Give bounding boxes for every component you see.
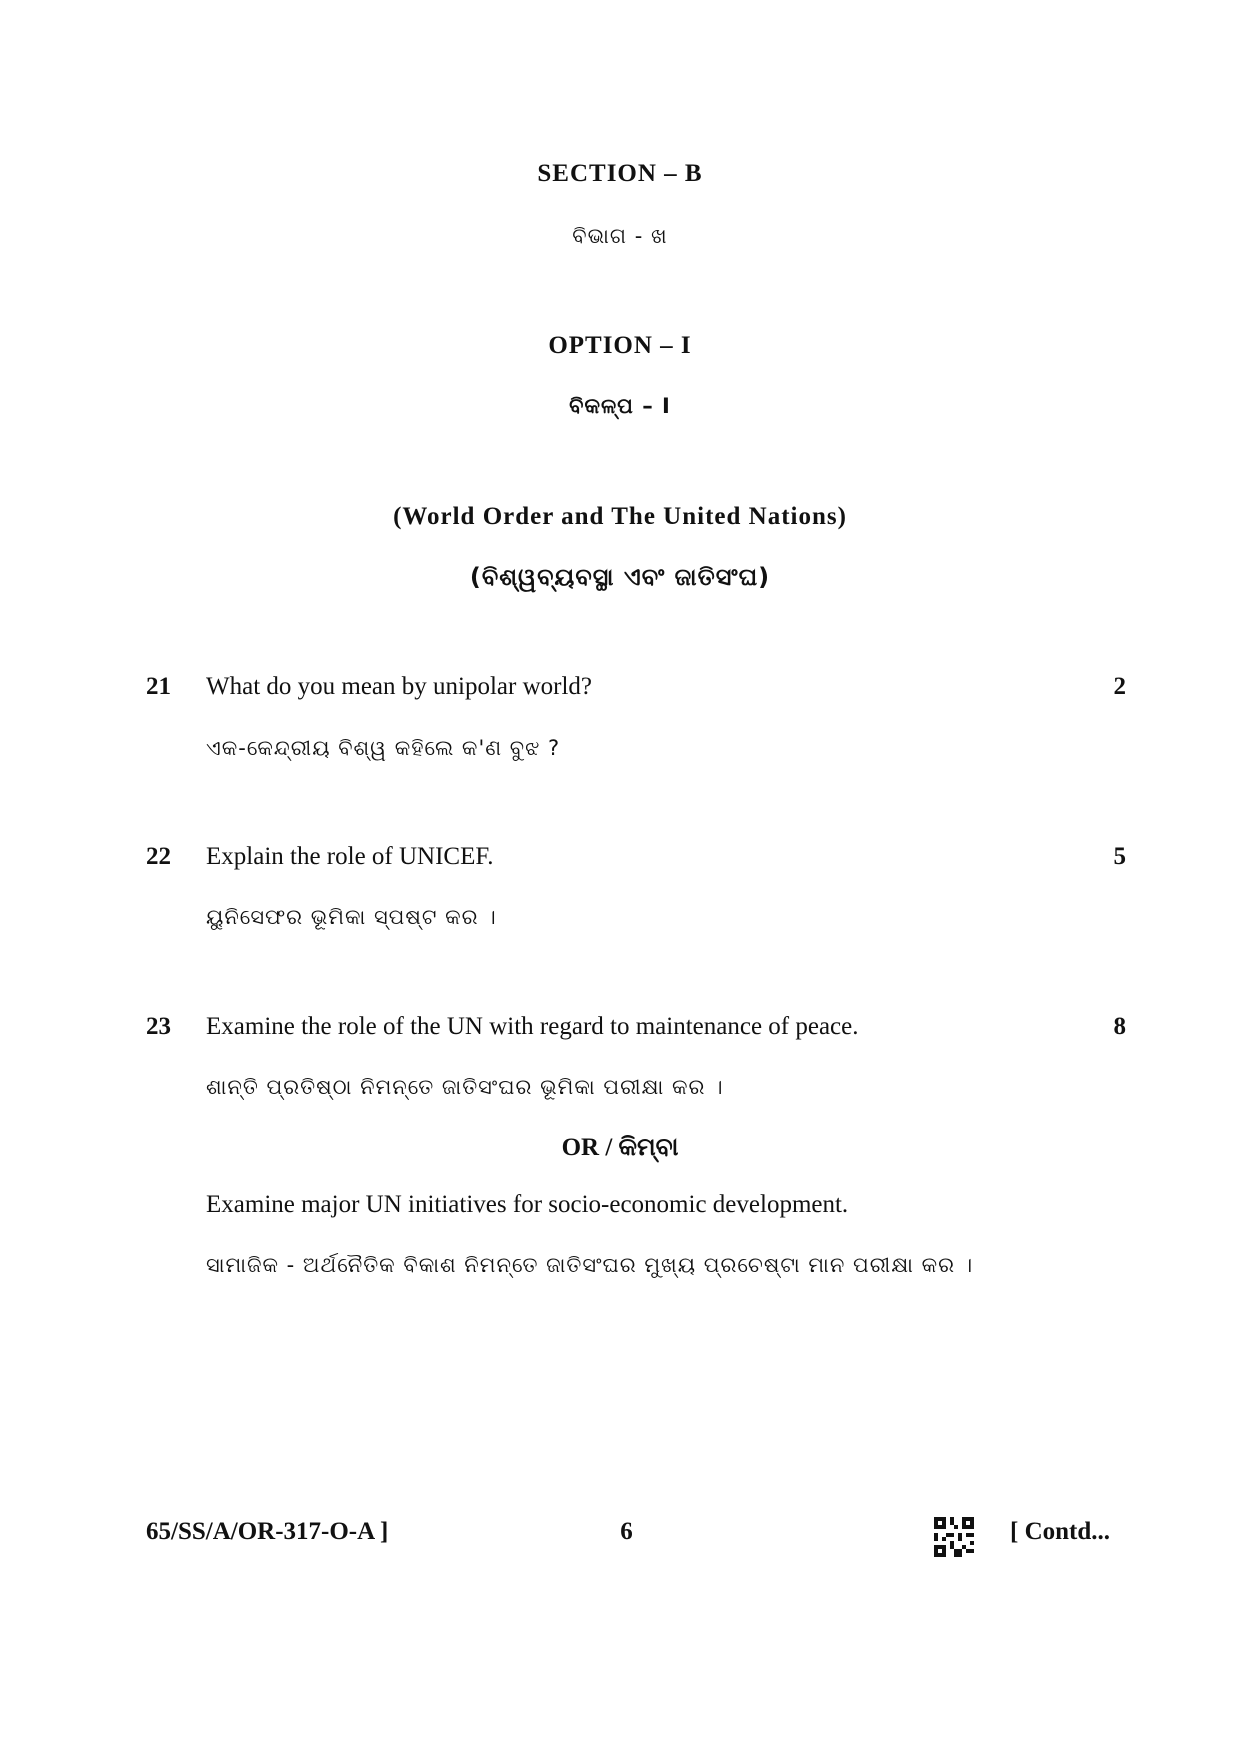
option-title: OPTION – I [548, 332, 692, 359]
section-title: SECTION – B [537, 160, 703, 187]
or-separator: OR / କିମ୍ବା [561, 1134, 679, 1161]
question-text: Explain the role of UNICEF. [206, 843, 494, 870]
question-number: 21 [146, 673, 171, 700]
question-22-odia: ୟୁନିସେଫର ଭୂମିକା ସ୍ପଷ୍ଟ କର । [206, 905, 497, 929]
topic-title-odia: (ବିଶ୍ୱବ୍ୟବସ୍ଥା ଏବଂ ଜାତିସଂଘ) [469, 563, 771, 591]
question-23-odia: ଶାନ୍ତି ପ୍ରତିଷ୍ଠା ନିମନ୍ତେ ଜାତିସଂଘର ଭୂମିକା ପରୀକ୍ଷା କର । [206, 1075, 724, 1099]
question-marks: 2 [1113, 673, 1126, 700]
question-number: 22 [146, 843, 171, 870]
paper-code: 65/SS/A/OR-317-O-A ] [146, 1518, 389, 1545]
question-text: What do you mean by unipolar world? [206, 673, 593, 700]
question-number: 23 [146, 1013, 171, 1040]
question-marks: 5 [1113, 843, 1126, 870]
qr-code-icon [934, 1517, 974, 1557]
question-marks: 8 [1113, 1013, 1126, 1040]
question-23-alt-text: Examine major UN initiatives for socio-economic development. [206, 1191, 849, 1218]
section-title-odia: ବିଭାଗ - ଖ [572, 224, 668, 248]
continued-label: [ Contd... [1010, 1518, 1111, 1545]
question-21-odia: ଏକ-କେନ୍ଦ୍ରୀୟ ବିଶ୍ୱ କହିଲେ କ'ଣ ବୁଝ ? [206, 736, 561, 760]
question-23-alt-odia: ସାମାଜିକ - ଅର୍ଥନୈତିକ ବିକାଶ ନିମନ୍ତେ ଜାତିସଂଘର ମୁଖ୍ୟ ପ୍ରଚେଷ୍ଟା ମାନ ପରୀକ୍ଷା କର । [206, 1253, 974, 1277]
topic-title: (World Order and The United Nations) [393, 503, 847, 530]
page-number: 6 [620, 1518, 633, 1545]
option-title-odia: ବିକଳ୍ପ – I [569, 394, 671, 418]
question-text: Examine the role of the UN with regard to maintenance of peace. [206, 1013, 859, 1040]
